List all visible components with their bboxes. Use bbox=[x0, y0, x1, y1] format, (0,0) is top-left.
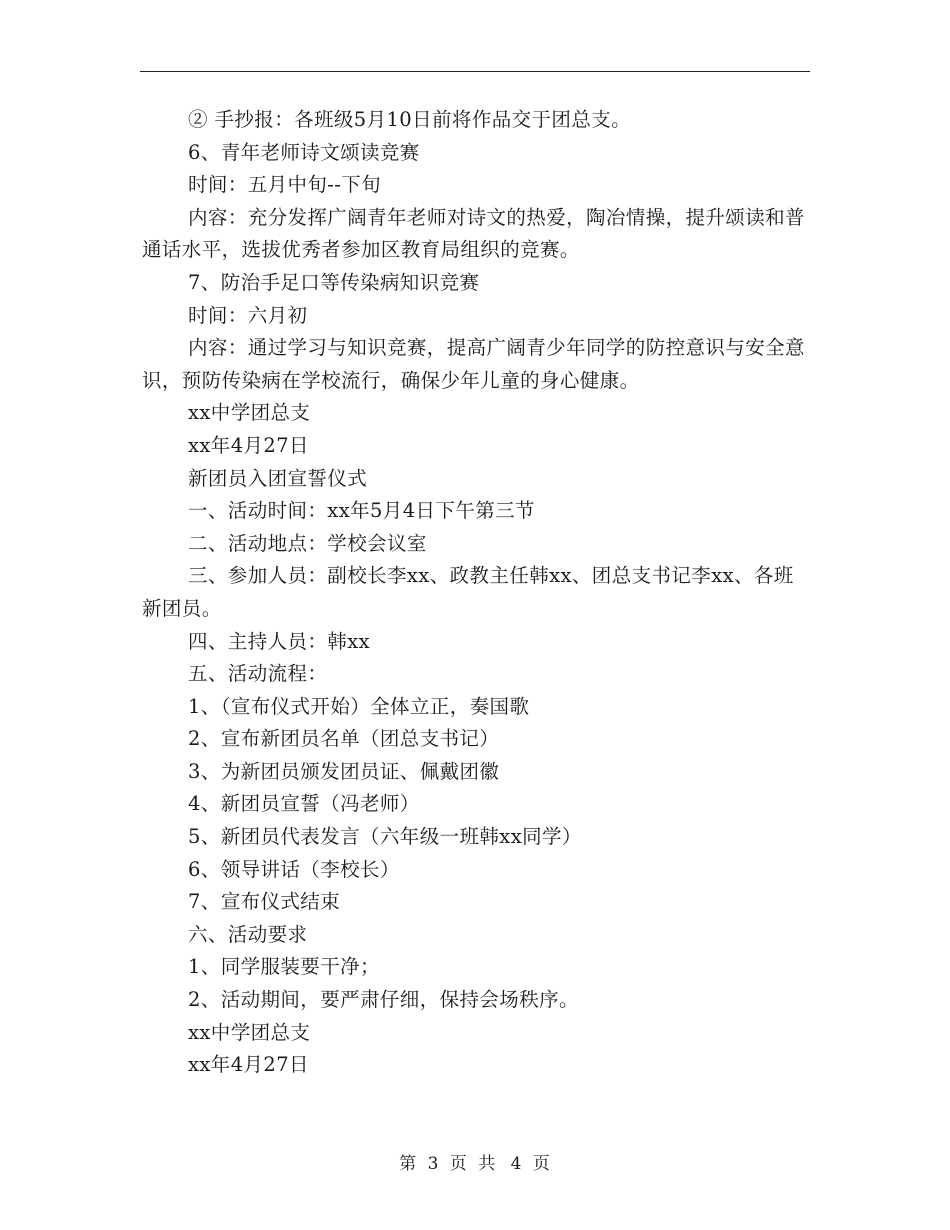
paragraph: 时间：五月中旬--下旬 bbox=[188, 173, 382, 197]
document-body bbox=[142, 104, 812, 1082]
paragraph: ② 手抄报：各班级5月10日前将作品交于团总支。 bbox=[188, 108, 632, 131]
paragraph: 五、活动流程： bbox=[188, 662, 328, 686]
paragraph: 一、活动时间：xx年5月4日下午第三节 bbox=[188, 499, 535, 523]
paragraph: 7、宣布仪式结束 bbox=[188, 890, 341, 914]
page-footer bbox=[0, 1152, 950, 1176]
paragraph: 7、防治手足口等传染病知识竞赛 bbox=[188, 270, 480, 294]
page-word: 页 bbox=[449, 1154, 468, 1174]
page-prefix: 第 bbox=[399, 1154, 418, 1174]
paragraph: xx年4月27日 bbox=[188, 433, 309, 457]
paragraph: xx中学团总支 bbox=[188, 401, 311, 425]
total-page-number: 4 bbox=[510, 1154, 523, 1174]
paragraph: 2、宣布新团员名单（团总支书记） bbox=[188, 727, 500, 751]
paragraph: 5、新团员代表发言（六年级一班韩xx同学） bbox=[188, 825, 582, 849]
total-word: 页 bbox=[532, 1154, 551, 1174]
header-rule bbox=[140, 71, 810, 72]
paragraph: 四、主持人员：韩xx bbox=[188, 629, 370, 653]
paragraph: 内容：充分发挥广阔青年老师对诗文的热爱，陶冶情操，提升颂读和普通话水平，选拔优秀者参加区教育局组织的竞赛。 bbox=[142, 205, 805, 262]
paragraph: 4、新团员宣誓（冯老师） bbox=[188, 792, 420, 816]
paragraph: 3、为新团员颁发团员证、佩戴团徽 bbox=[188, 759, 500, 783]
paragraph: 时间：六月初 bbox=[188, 303, 308, 327]
paragraph: 2、活动期间，要严肃仔细，保持会场秩序。 bbox=[188, 988, 579, 1012]
paragraph: xx中学团总支 bbox=[188, 1020, 311, 1044]
paragraph: 1、同学服装要干净； bbox=[188, 955, 380, 979]
current-page-number: 3 bbox=[427, 1154, 440, 1174]
paragraph: 三、参加人员：副校长李xx、政教主任韩xx、团总支书记李xx、各班新团员。 bbox=[142, 564, 794, 620]
paragraph: 6、青年老师诗文颂读竞赛 bbox=[188, 140, 420, 164]
paragraph: 六、活动要求 bbox=[188, 922, 308, 946]
paragraph: 1、（宣布仪式开始）全体立正，奏国歌 bbox=[188, 694, 530, 718]
total-prefix: 共 bbox=[478, 1154, 497, 1174]
paragraph: 二、活动地点：学校会议室 bbox=[188, 531, 427, 555]
section-title: 新团员入团宣誓仪式 bbox=[188, 466, 368, 490]
paragraph: xx年4月27日 bbox=[188, 1053, 309, 1077]
paragraph: 6、领导讲话（李校长） bbox=[188, 857, 400, 881]
paragraph: 内容：通过学习与知识竞赛，提高广阔青少年同学的防控意识与安全意识，预防传染病在学校流行，确保少年儿童的身心健康。 bbox=[142, 336, 805, 392]
